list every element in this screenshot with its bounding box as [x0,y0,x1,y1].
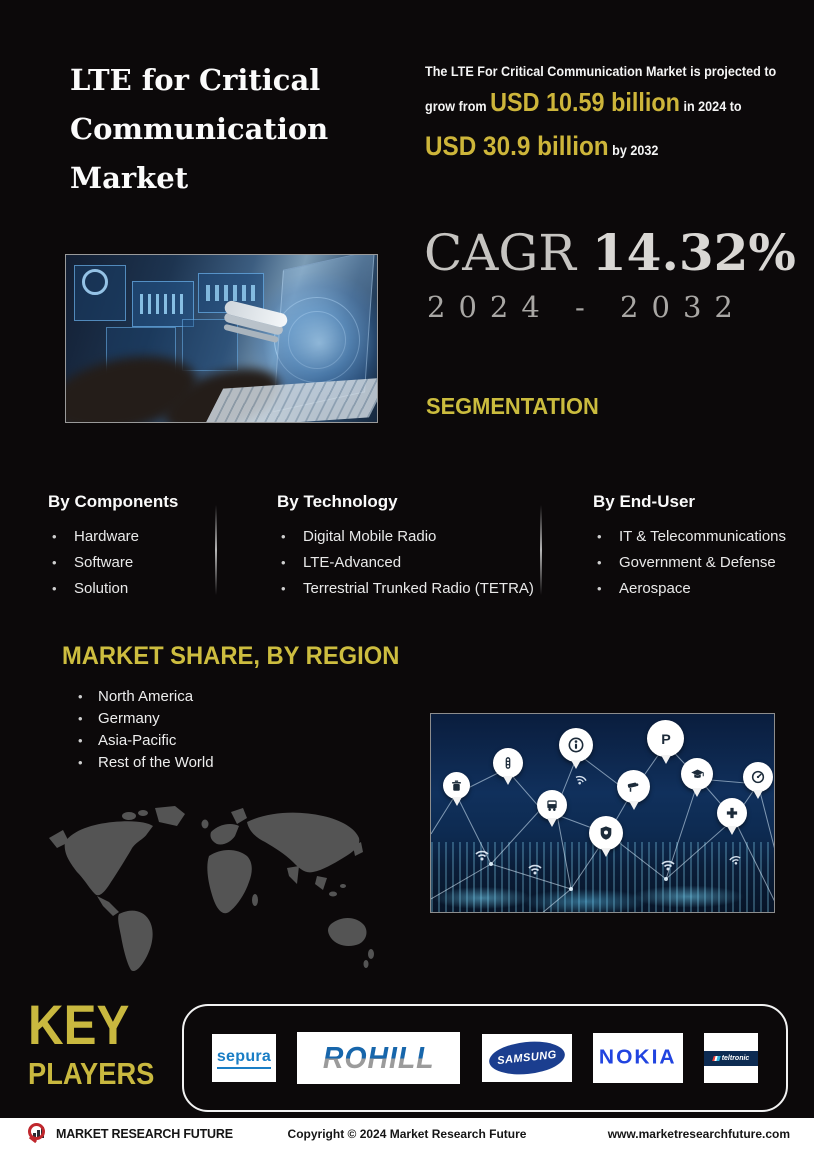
pin-education [681,758,713,797]
parking-icon [657,730,675,748]
world-map [35,798,410,988]
in-2024-text: in 2024 to [683,98,742,114]
traffic-light-icon [501,756,515,770]
pin-video-surveillance [617,770,650,810]
segment-column-components [48,492,213,602]
cagr-value: 14.32% [591,223,796,282]
smart-meter-icon [751,770,765,784]
sepura-logo-text: sepura [217,1048,271,1069]
trash-icon [450,779,463,792]
wifi-icon [526,860,544,876]
pin-smart-metering [743,762,773,799]
pin-security [589,816,623,857]
segment-item: • Aerospace [593,576,793,602]
teltronic-logo-text: teltronic [721,1054,750,1062]
holo-dial [82,269,108,295]
cctv-camera-icon [626,779,641,794]
wifi-icon [473,846,491,862]
segmentation-heading: SEGMENTATION [426,393,599,419]
region-item: • Asia-Pacific [78,730,214,752]
rohill-logo-text: ROHILL [322,1040,435,1075]
cagr-label: CAGR [424,224,576,282]
segment-item: • Solution [48,576,213,602]
grow-from-text: grow from [425,98,487,114]
pin-health-services [717,798,747,835]
value-2032: USD 30.9 billion [425,131,609,161]
logo-rohill [297,1032,460,1084]
wifi-icon [659,856,677,872]
teltronic-mark-icon [712,1056,721,1061]
segment-item: • IT & Telecommunications [593,524,793,550]
region-item: • North America [78,686,214,708]
segment-item: • Hardware [48,524,213,550]
logo-sepura [212,1034,276,1082]
smart-city-image [430,713,775,913]
column-divider [540,505,542,595]
hero-image [65,254,378,423]
key-players-panel [182,1004,788,1112]
segment-item: • LTE-Advanced [277,550,532,576]
segment-title: By End-User [593,492,696,511]
segment-item: • Government & Defense [593,550,793,576]
logo-teltronic [704,1033,758,1083]
medical-cross-icon [725,806,739,820]
segment-item: • Digital Mobile Radio [277,524,532,550]
region-item: • Germany [78,708,214,730]
segment-title: By Technology [277,492,398,511]
projection-line2 [425,82,767,126]
svg-text:P: P [660,731,671,748]
teltronic-band [704,1051,758,1066]
segment-column-end-user [593,492,793,602]
cagr-period: 2024 - 2032 [427,290,746,324]
segment-column-technology [277,492,532,602]
by-2032-text: by 2032 [612,142,659,158]
key-players-heading-players: PLAYERS [28,1056,155,1091]
pin-garbage-collection [443,772,470,806]
pin-traffic-management [493,748,523,785]
pin-information [559,728,593,769]
bus-icon [545,798,559,812]
info-icon [568,737,584,753]
region-item: • Rest of the World [78,752,214,774]
segment-title: By Components [48,492,179,511]
pin-public-transport [537,790,567,827]
footer-website-link[interactable]: www.marketresearchfuture.com [607,1127,790,1141]
cagr-line [424,224,796,282]
segment-item: • Software [48,550,213,576]
samsung-oval-icon [487,1038,566,1078]
market-projection-text [425,60,805,170]
holo-panel [182,319,238,371]
graduation-cap-icon [690,767,705,782]
shield-icon [598,825,614,841]
projection-line1: The LTE For Critical Communication Market is projected to [425,63,777,79]
logo-nokia [593,1033,683,1083]
nokia-logo-text: NOKIA [598,1046,677,1069]
footer-copyright: Copyright © 2024 Market Research Future [287,1127,527,1141]
samsung-logo-text: SAMSUNG [496,1048,557,1068]
footer-bar [0,1118,814,1150]
page-title: LTE for Critical Communication Market [70,63,329,195]
key-players-heading-key: KEY [28,993,130,1056]
logo-samsung [482,1034,572,1082]
market-share-heading: MARKET SHARE, BY REGION [62,642,400,670]
region-list [78,686,214,774]
pin-parking [647,720,684,764]
projection-line3 [425,126,767,170]
value-2024: USD 10.59 billion [490,87,680,117]
column-divider [215,505,217,595]
footer-brand-text: MARKET RESEARCH FUTURE [56,1127,233,1141]
segment-item: • Terrestrial Trunked Radio (TETRA) [277,576,532,602]
